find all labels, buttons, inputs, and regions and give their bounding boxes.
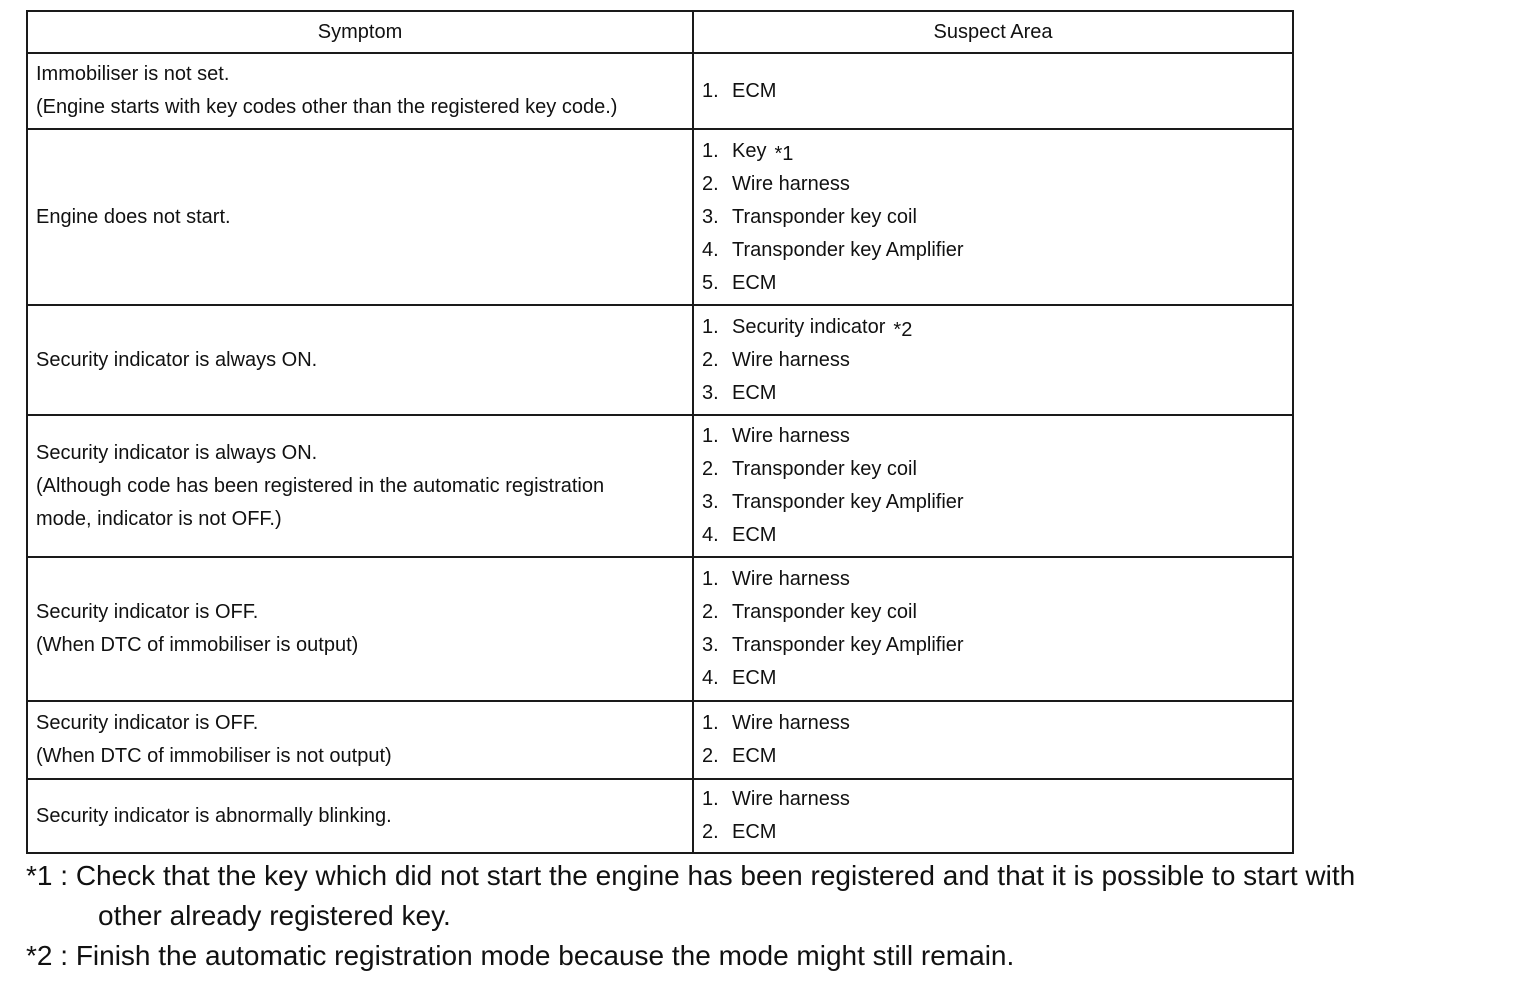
suspect-item (702, 453, 1284, 486)
suspect-item (702, 486, 1284, 519)
suspect-item (702, 662, 1284, 695)
suspect-item-text: Wire harness (732, 712, 850, 734)
suspect-item-number: 2. (702, 601, 719, 623)
table-row (27, 701, 1293, 779)
troubleshooting-table (26, 10, 1294, 854)
suspect-item-text: Transponder key Amplifier (732, 491, 964, 513)
symptom-text: Security indicator is always ON. (36, 441, 318, 464)
symptom-text: (Although code has been registered in the automatic registration (36, 474, 605, 497)
table-row (27, 305, 1293, 415)
symptom-cell (27, 557, 693, 701)
suspect-area-cell (693, 557, 1293, 701)
suspect-item-number: 2. (702, 821, 719, 843)
suspect-item-text: Wire harness (732, 425, 850, 447)
suspect-item (702, 267, 1284, 300)
suspect-item-number: 1. (702, 139, 719, 162)
footnote-reference: *2 (893, 318, 913, 341)
symptom-text: (Engine starts with key codes other than the registered key code.) (36, 96, 618, 118)
symptom-cell (27, 701, 693, 779)
suspect-item (702, 344, 1284, 377)
header-symptom: Symptom (27, 11, 693, 53)
suspect-item-number: 3. (702, 205, 719, 228)
suspect-item-text: Wire harness (732, 568, 850, 590)
table-row (27, 53, 1293, 129)
table-header-row (27, 11, 1293, 53)
table-row (27, 779, 1293, 853)
suspect-item (702, 596, 1284, 629)
symptom-text: (When DTC of immobiliser is not output) (36, 745, 392, 767)
suspect-area-cell (693, 129, 1293, 305)
symptom-text: Security indicator is always ON. (36, 348, 318, 371)
footnote-1 (26, 856, 1506, 936)
suspect-item-text: Wire harness (732, 788, 850, 810)
suspect-item (702, 168, 1284, 201)
suspect-item-number: 3. (702, 634, 719, 656)
suspect-item (702, 234, 1284, 267)
suspect-item (702, 563, 1284, 596)
suspect-item-number: 2. (702, 745, 719, 767)
suspect-item-number: 1. (702, 79, 719, 102)
table-body (27, 53, 1293, 853)
table-row (27, 129, 1293, 305)
symptom-text: Security indicator is OFF. (36, 601, 259, 623)
suspect-item-text: Security indicator (732, 315, 886, 338)
suspect-area-cell (693, 779, 1293, 853)
suspect-item-number: 3. (702, 381, 719, 404)
suspect-item (702, 740, 1284, 773)
suspect-area-cell (693, 415, 1293, 557)
header-suspect-area: Suspect Area (693, 11, 1293, 53)
suspect-item-text: ECM (732, 381, 777, 404)
symptom-cell (27, 53, 693, 129)
suspect-item-number: 4. (702, 667, 719, 689)
symptom-text: Security indicator is abnormally blinking. (36, 804, 392, 827)
suspect-item-text: ECM (732, 271, 777, 294)
footnote-marker: *1 : (26, 860, 69, 891)
suspect-item (702, 519, 1284, 552)
symptom-text: Immobiliser is not set. (36, 63, 230, 85)
suspect-item-number: 4. (702, 238, 719, 261)
suspect-item-number: 5. (702, 271, 719, 294)
suspect-area-cell (693, 701, 1293, 779)
suspect-item-text: Wire harness (732, 172, 850, 195)
suspect-item (702, 707, 1284, 740)
symptom-cell (27, 779, 693, 853)
symptom-cell (27, 129, 693, 305)
suspect-item-text: ECM (732, 745, 777, 767)
suspect-item-number: 4. (702, 524, 719, 546)
suspect-item (702, 311, 1284, 344)
symptom-text: mode, indicator is not OFF.) (36, 507, 282, 530)
footnotes (26, 856, 1506, 976)
suspect-item-text: Transponder key coil (732, 205, 917, 228)
footnote-text: Finish the automatic registration mode because the mode might still remain. (75, 940, 1015, 971)
suspect-item-number: 3. (702, 491, 719, 513)
suspect-item-text: Key (732, 139, 767, 162)
suspect-item (702, 816, 1284, 849)
suspect-item (702, 135, 1284, 168)
footnote-marker: *2 : (26, 940, 69, 971)
suspect-item-text: Wire harness (732, 348, 850, 371)
suspect-area-cell (693, 53, 1293, 129)
suspect-item (702, 783, 1284, 816)
suspect-item-number: 1. (702, 315, 719, 338)
suspect-item-number: 2. (702, 348, 719, 371)
suspect-item-text: ECM (732, 524, 777, 546)
suspect-item (702, 629, 1284, 662)
suspect-item-text: Transponder key Amplifier (732, 634, 964, 656)
suspect-item-number: 1. (702, 568, 719, 590)
suspect-item (702, 201, 1284, 234)
symptom-text: (When DTC of immobiliser is output) (36, 634, 359, 656)
symptom-cell (27, 415, 693, 557)
suspect-item-text: Transponder key Amplifier (732, 238, 964, 261)
symptom-text: Security indicator is OFF. (36, 712, 259, 734)
table-row (27, 415, 1293, 557)
suspect-item-number: 1. (702, 425, 719, 447)
suspect-area-cell (693, 305, 1293, 415)
suspect-item (702, 75, 1284, 108)
suspect-item (702, 420, 1284, 453)
symptom-text: Engine does not start. (36, 205, 231, 228)
suspect-item-text: ECM (732, 79, 777, 102)
suspect-item-number: 2. (702, 172, 719, 195)
footnote-2 (26, 936, 1506, 976)
suspect-item-number: 1. (702, 788, 719, 810)
suspect-item (702, 377, 1284, 410)
suspect-item-number: 2. (702, 458, 719, 480)
suspect-item-text: Transponder key coil (732, 601, 917, 623)
footnote-reference: *1 (774, 142, 794, 165)
suspect-item-number: 1. (702, 712, 719, 734)
table-row (27, 557, 1293, 701)
suspect-item-text: ECM (732, 821, 777, 843)
symptom-cell (27, 305, 693, 415)
footnote-text: Check that the key which did not start the engine has been registered and that it is possible to start with (75, 860, 1356, 891)
footnote-text-continued: other already registered key. (98, 900, 451, 931)
suspect-item-text: Transponder key coil (732, 458, 917, 480)
suspect-item-text: ECM (732, 667, 777, 689)
